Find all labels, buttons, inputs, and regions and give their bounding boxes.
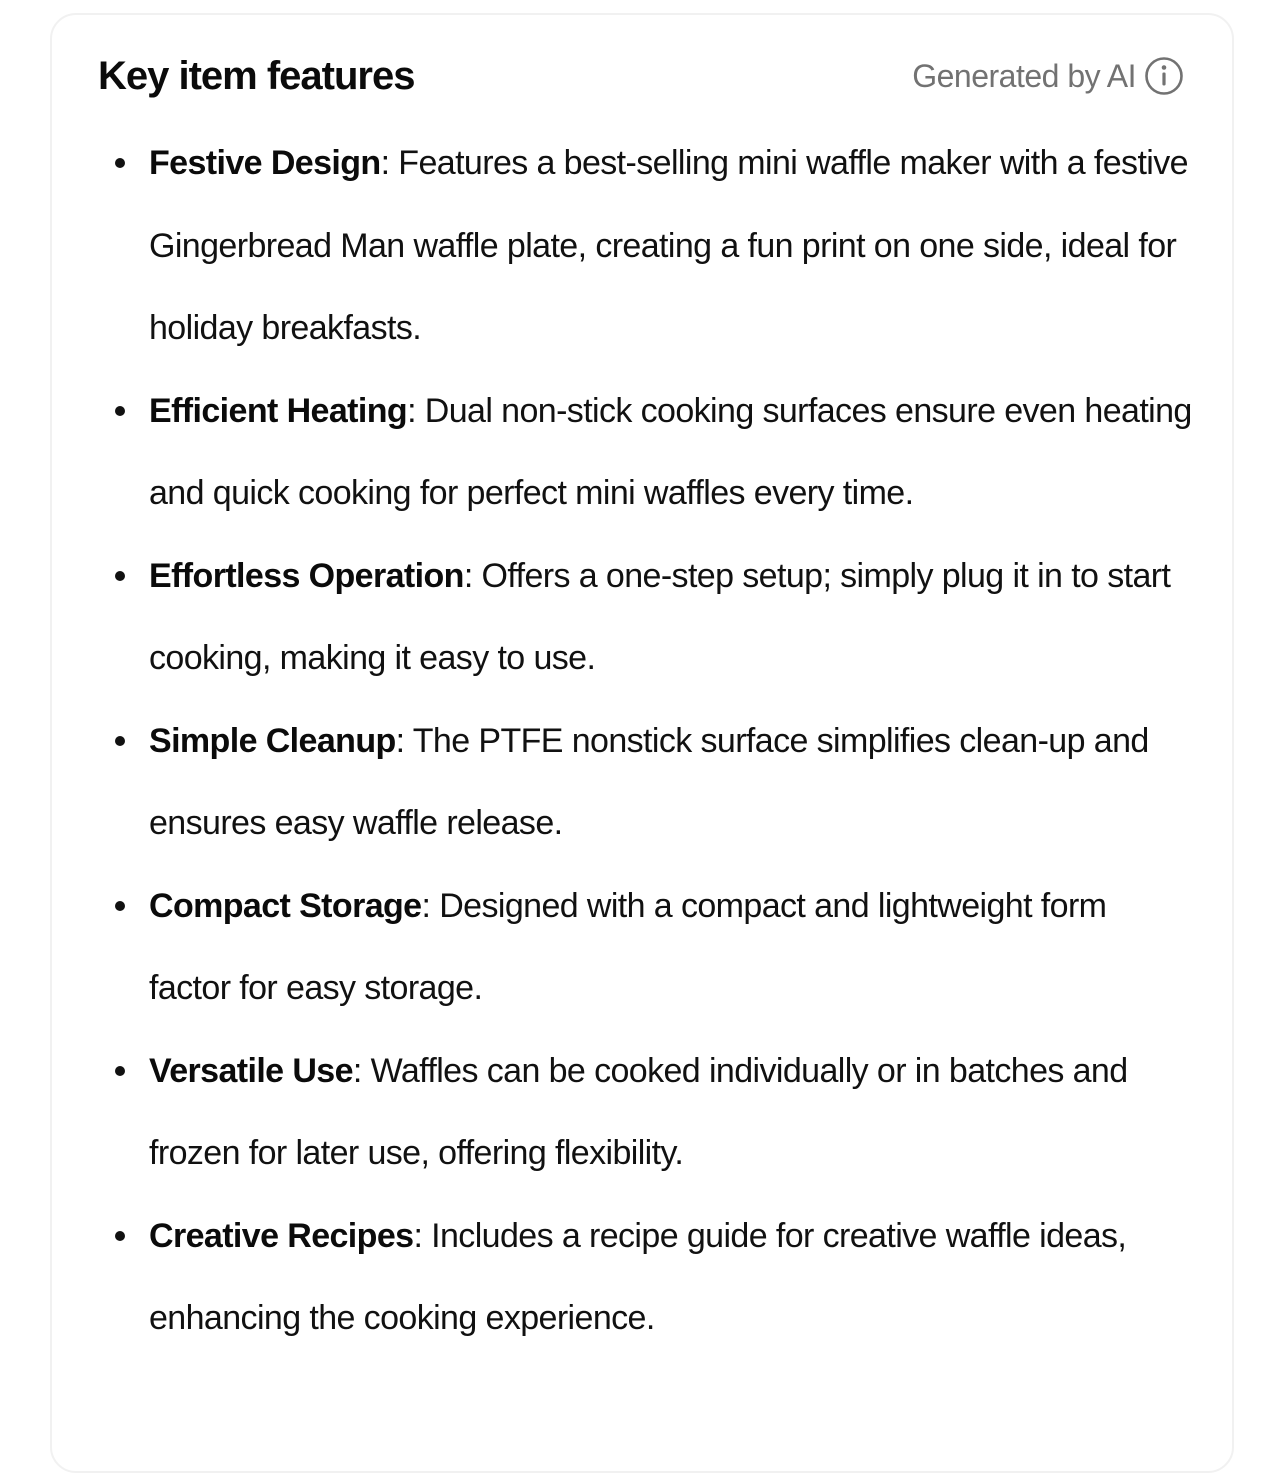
feature-item — [52, 865, 1232, 1030]
info-circle-icon[interactable] — [1144, 56, 1184, 96]
feature-name: Efficient Heating — [149, 391, 408, 430]
feature-name: Versatile Use — [149, 1051, 353, 1090]
bullet-icon — [115, 158, 125, 168]
feature-name: Compact Storage — [149, 886, 422, 925]
feature-separator: : — [352, 1051, 371, 1090]
feature-separator: : — [395, 721, 413, 760]
feature-separator: : — [463, 556, 482, 595]
key-features-card — [50, 13, 1234, 1473]
feature-description: Waffles can be cooked individually or in batches and frozen for later use, offering flexibility. — [149, 1051, 1128, 1172]
feature-name: Festive Design — [149, 144, 381, 182]
feature-separator: : — [413, 1216, 432, 1255]
feature-description: The PTFE nonstick surface simplifies clean-up and ensures easy waffle release. — [149, 721, 1149, 842]
feature-name: Creative Recipes — [149, 1216, 414, 1255]
feature-separator: : — [380, 144, 399, 182]
feature-list — [52, 122, 1232, 1360]
bullet-icon — [115, 406, 125, 416]
generated-by-ai-badge[interactable] — [912, 56, 1184, 96]
feature-description: Features a best-selling mini waffle maker with a festive Gingerbread Man waffle plate, creating a fun print on one side, ideal for holiday breakfasts. — [149, 144, 1188, 347]
bullet-icon — [115, 736, 125, 746]
feature-separator: : — [421, 886, 440, 925]
card-header — [98, 51, 1184, 101]
bullet-icon — [115, 571, 125, 581]
feature-separator: : — [407, 391, 425, 430]
feature-description: Offers a one-step setup; simply plug it in to start cooking, making it easy to use. — [149, 556, 1171, 677]
bullet-icon — [115, 1066, 125, 1076]
feature-name: Simple Cleanup — [149, 721, 396, 760]
feature-description: Designed with a compact and lightweight form factor for easy storage. — [149, 886, 1107, 1007]
bullet-icon — [115, 901, 125, 911]
bullet-icon — [115, 1231, 125, 1241]
feature-item — [52, 370, 1232, 535]
feature-name: Effortless Operation — [149, 556, 464, 595]
section-title: Key item features — [98, 53, 415, 98]
feature-item — [52, 700, 1232, 865]
feature-item — [52, 1195, 1232, 1360]
feature-item — [52, 535, 1232, 700]
feature-description: Dual non-stick cooking surfaces ensure even heating and quick cooking for perfect mini waffles every time. — [149, 391, 1192, 512]
ai-label: Generated by AI — [912, 57, 1136, 94]
feature-item — [52, 122, 1232, 370]
feature-description: Includes a recipe guide for creative waffle ideas, enhancing the cooking experience. — [149, 1216, 1127, 1337]
feature-item — [52, 1030, 1232, 1195]
